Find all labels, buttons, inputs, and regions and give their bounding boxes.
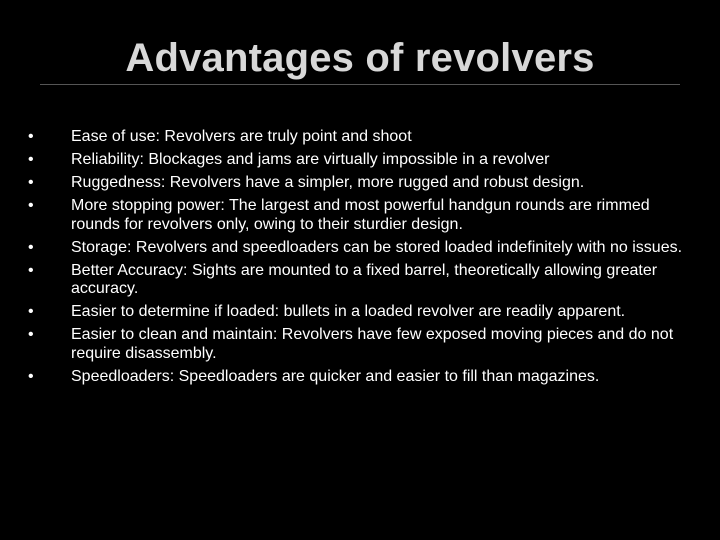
bullet-item (28, 197, 698, 234)
bullet-item (28, 303, 698, 322)
bullet-text: Easier to clean and maintain: Revolvers have few exposed moving pieces and do not require disassembly. (71, 326, 674, 362)
bullet-text: Storage: Revolvers and speedloaders can be stored loaded indefinitely with no issues. (71, 238, 683, 256)
bullet-text: Better Accuracy: Sights are mounted to a fixed barrel, theoretically allowing greater accuracy. (71, 261, 658, 297)
bullet-icon: • (28, 367, 34, 385)
bullet-icon: • (28, 151, 34, 168)
bullet-item (28, 368, 698, 387)
bullet-item (28, 174, 698, 193)
bullet-text: Reliability: Blockages and jams are virtually impossible in a revolver (71, 151, 550, 168)
bullet-item (28, 239, 698, 258)
bullet-item (28, 128, 698, 147)
bullet-list (28, 128, 698, 391)
bullet-text: More stopping power: The largest and most powerful handgun rounds are rimmed rounds for revolvers only, owing to their sturdier design. (71, 197, 650, 233)
bullet-icon: • (28, 128, 34, 145)
bullet-icon: • (28, 303, 34, 320)
slide-title: Advantages of revolvers (125, 36, 595, 80)
bullet-icon: • (28, 261, 34, 279)
bullet-icon: • (28, 326, 34, 343)
bullet-icon: • (28, 174, 34, 191)
bullet-item (28, 326, 698, 363)
bullet-item (28, 262, 698, 299)
bullet-text: Ruggedness: Revolvers have a simpler, more rugged and robust design. (71, 174, 585, 191)
bullet-icon: • (28, 238, 34, 256)
title-divider (40, 84, 680, 85)
bullet-text: Easier to determine if loaded: bullets in a loaded revolver are readily apparent. (71, 303, 626, 320)
bullet-icon: • (28, 197, 34, 214)
bullet-text: Ease of use: Revolvers are truly point and shoot (71, 128, 412, 145)
bullet-text: Speedloaders: Speedloaders are quicker and easier to fill than magazines. (71, 367, 600, 385)
bullet-item (28, 151, 698, 170)
